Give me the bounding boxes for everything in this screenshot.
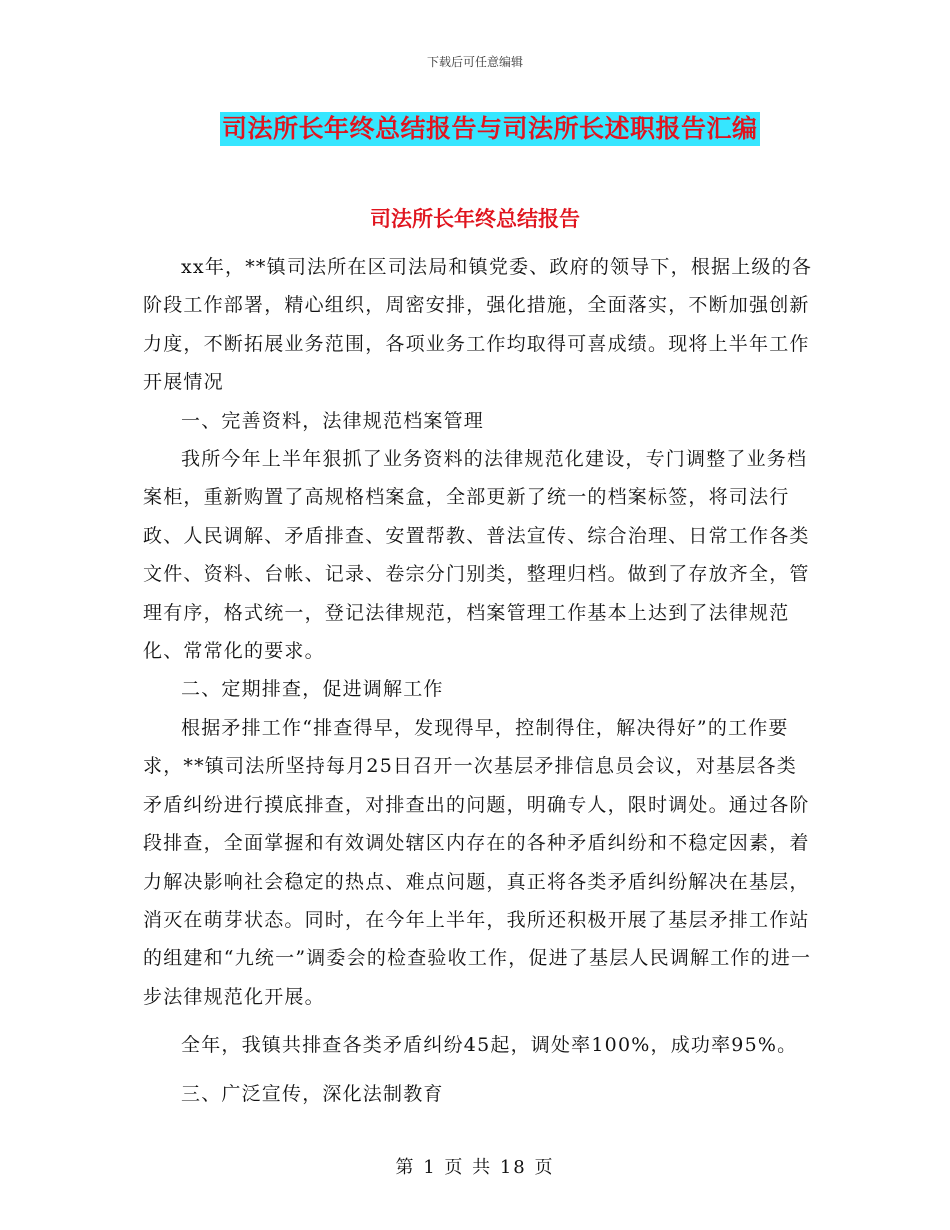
document-body bbox=[143, 248, 813, 1113]
header-note: 下载后可任意编辑 bbox=[426, 55, 523, 69]
document-main-title: 司法所长年终总结报告与司法所长述职报告汇编 bbox=[220, 112, 760, 146]
paragraph-annual-statistics: 全年，我镇共排查各类矛盾纠纷45起，调处率100%，成功率95%。 bbox=[181, 1034, 798, 1057]
heading-archive-management: 一、完善资料，法律规范档案管理 bbox=[181, 409, 485, 432]
paragraph-archive-management: 我所今年上半年狠抓了业务资料的法律规范化建设，专门调整了业务档案柜，重新购置了高规格档案盒，全部更新了统一的档案标签，将司法行政、人民调解、矛盾排查、安置帮教、普法宣传、综合治理、日常工作各类文件、资料、台帐、记录、卷宗分门别类，整理归档。做到了存放齐全，管理有序，格式统一，登记法律规范，档案管理工作基本上达到了法律规范化、常常化的要求。 bbox=[143, 448, 810, 663]
paragraph-regular-investigation: 根据矛排工作“排查得早，发现得早，控制得住，解决得好”的工作要求，**镇司法所坚持每月25日召开一次基层矛排信息员会议，对基层各类矛盾纠纷进行摸底排查，对排查出的问题，明确专人，限时调处。通过各阶段排查，全面掌握和有效调处辖区内存在的各种矛盾纠纷和不稳定因素，着力解决影响社会稳定的热点、难点问题，真正将各类矛盾纠纷解决在基层，消灭在萌芽状态。同时，在今年上半年，我所还积极开展了基层矛排工作站的组建和“九统一”调委会的检查验收工作，促进了基层人民调解工作的进一步法律规范化开展。 bbox=[143, 716, 812, 1008]
section-title: 司法所长年终总结报告 bbox=[370, 207, 580, 231]
page-number-footer: 第 1 页 共 18 页 bbox=[395, 1157, 555, 1178]
heading-legal-education: 三、广泛宣传，深化法制教育 bbox=[181, 1082, 444, 1105]
heading-regular-investigation: 二、定期排查，促进调解工作 bbox=[181, 678, 444, 701]
paragraph-intro: xx年，**镇司法所在区司法局和镇党委、政府的领导下，根据上级的各阶段工作部署，精心组织，周密安排，强化措施，全面落实，不断加强创新力度，不断拓展业务范围，各项业务工作均取得可喜成绩。现将上半年工作开展情况 bbox=[143, 256, 813, 394]
